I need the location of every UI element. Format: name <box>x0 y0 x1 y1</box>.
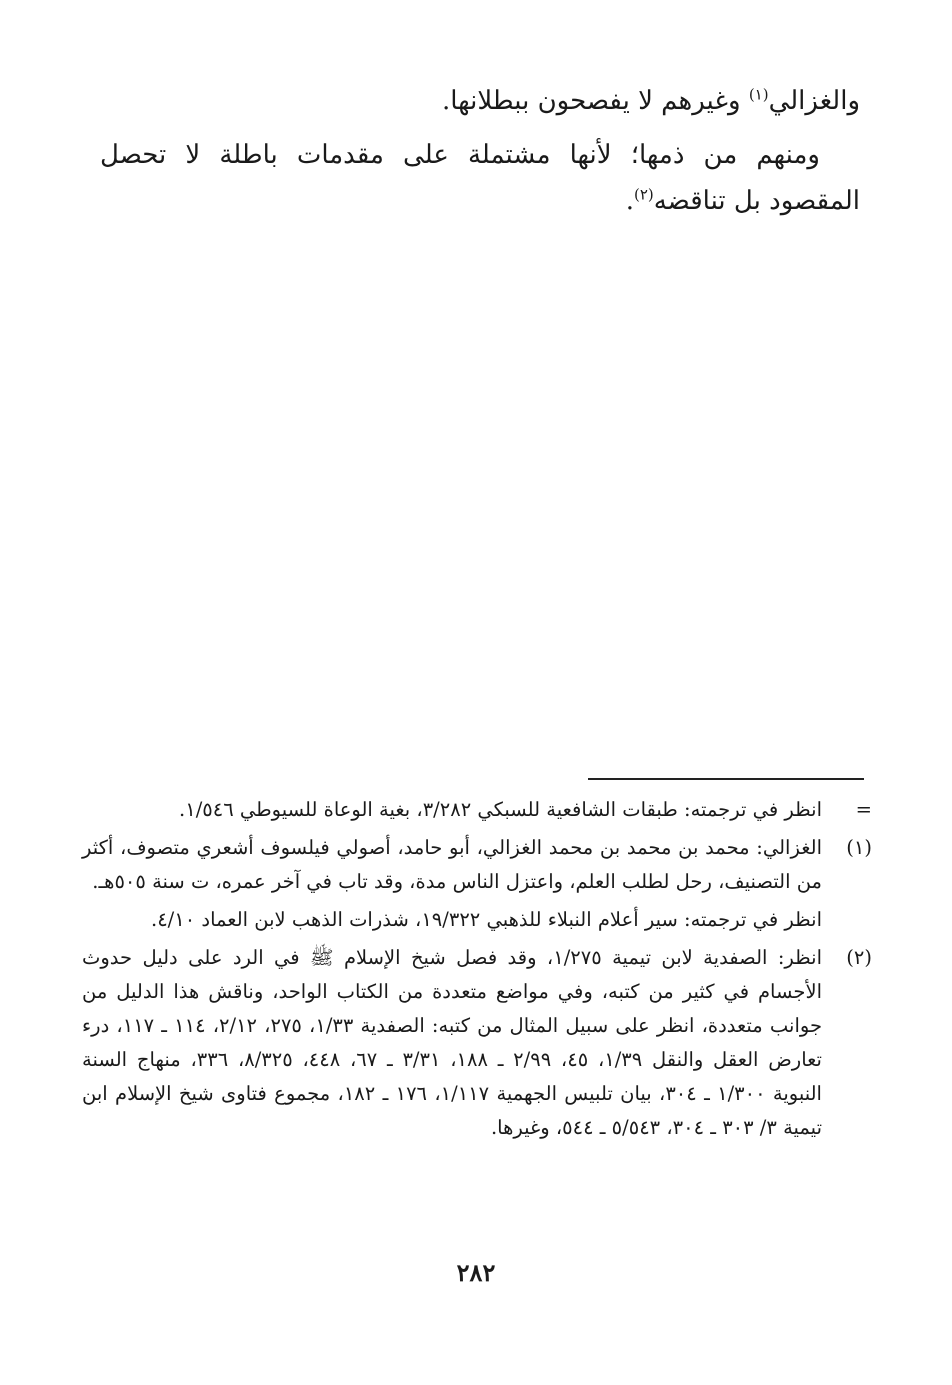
footnote-continued <box>82 793 872 827</box>
main-text <box>100 78 860 232</box>
footnotes <box>82 793 872 1149</box>
footnote-separator <box>588 778 864 780</box>
footnote-2-text: انظر: الصفدية لابن تيمية ١/٢٧٥، وقد فصل شيخ الإسلام ﷺ في الرد على دليل حدوث الأجسام في كثير من كتبه، وفي مواضع متعددة من الكتاب الواحد، وناقش هذا الدليل من جوانب متعددة، انظر على سبيل المثال من كتبه: الصفدية ١/٣٣، ٢٧٥، ٢/١٢، ١١٤ ـ ١١٧، درء تعارض العقل والنقل ١/٣٩، ٤٥، ٢/٩٩ ـ ١٨٨، ٣/٣١ ـ ٦٧، ٤٤٨، ٨/٣٢٥، ٣٣٦، منهاج السنة النبوية ١/٣٠٠ ـ ٣٠٤، بيان تلبيس الجهمية ١/١١٧، ١٧٦ ـ ١٨٢، مجموع فتاوى شيخ الإسلام ابن تيمية ٣/ ٣٠٣ ـ ٣٠٤، ٥/٥٤٣ ـ ٥٤٤، وغيرها. <box>82 946 823 1139</box>
footnote-1-text: الغزالي: محمد بن محمد بن محمد الغزالي، أبو حامد، أصولي فيلسوف أشعري متصوف، أكثر من التصنيف، رحل لطلب العلم، واعتزل الناس مدة، وقد تاب في آخر عمره، ت سنة ٥٠٥هـ. <box>82 836 822 893</box>
main-paragraph-2-text: ومنهم من ذمها؛ لأنها مشتملة على مقدمات باطلة لا تحصل المقصود بل تناقضه <box>100 140 860 216</box>
footnote-1 <box>82 831 872 937</box>
footnote-continued-text: انظر في ترجمته: طبقات الشافعية للسبكي ٣/٢٨٢، بغية الوعاة للسيوطي ١/٥٤٦. <box>179 798 822 821</box>
main-paragraph-1-text-end: وغيرهم لا يفصحون ببطلانها. <box>441 86 749 116</box>
footnote-ref-1[interactable]: (١) <box>748 85 769 104</box>
main-paragraph-1 <box>100 78 860 124</box>
footnote-marker-1: (١) <box>846 836 872 859</box>
footnote-1-sources: انظر في ترجمته: سير أعلام النبلاء للذهبي ١٩/٣٢٢، شذرات الذهب لابن العماد ٤/١٠. <box>150 908 822 931</box>
main-paragraph-2-text-end: . <box>625 186 634 216</box>
footnote-2 <box>82 941 872 1145</box>
footnote-marker-2: (٢) <box>846 946 872 969</box>
footnote-ref-2[interactable]: (٢) <box>633 185 654 204</box>
main-paragraph-1-text: والغزالي <box>768 86 860 116</box>
page-number: ٢٨٢ <box>456 1258 496 1287</box>
main-paragraph-2 <box>100 132 860 224</box>
footnote-marker-continued: = <box>855 798 872 821</box>
